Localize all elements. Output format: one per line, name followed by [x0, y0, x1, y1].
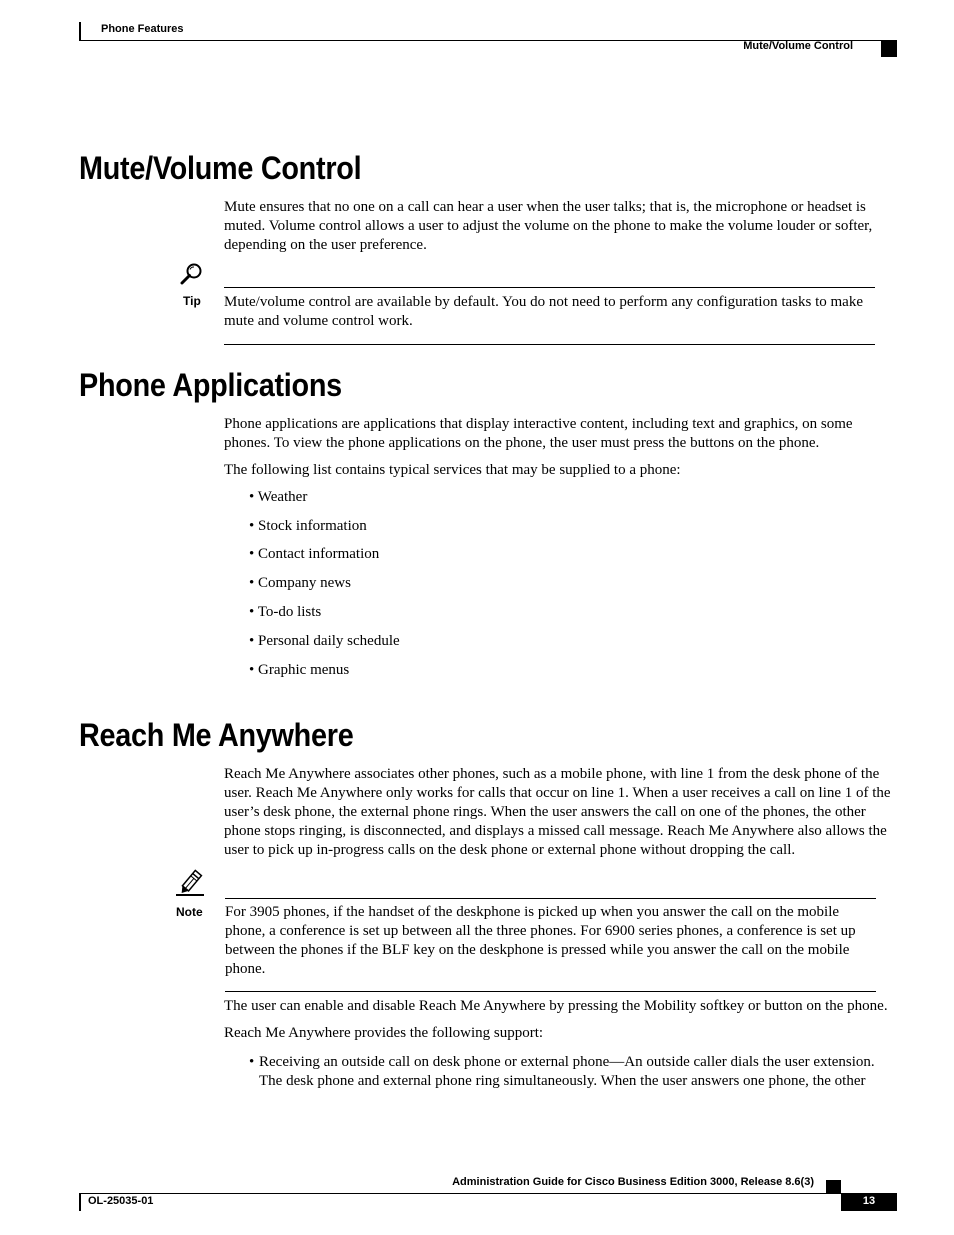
footer-left-rule — [79, 1193, 81, 1211]
list-item: • Receiving an outside call on desk phone or external phone—An outside caller dials the user extension. The desk phone and external phone ring simultaneously. When the user answers one phone, the other — [249, 1054, 875, 1089]
section-heading: Reach Me Anywhere — [79, 717, 354, 753]
paragraph: The user can enable and disable Reach Me Anywhere by pressing the Mobility softkey or button on the phone. — [224, 998, 888, 1014]
paragraph: The following list contains typical services that may be supplied to a phone: — [224, 462, 681, 478]
section-body — [224, 997, 900, 1043]
callout-bottom-rule — [224, 344, 875, 345]
footer-guide-title: Administration Guide for Cisco Business Edition 3000, Release 8.6(3) — [452, 1176, 814, 1188]
list-item: • Graphic menus — [249, 662, 350, 678]
footer-doc-number: OL-25035-01 — [88, 1195, 154, 1207]
page-number: 13 — [841, 1193, 897, 1211]
callout-bottom-rule — [225, 991, 876, 992]
note-text: For 3905 phones, if the handset of the deskphone is picked up when you answer the call on the mobile phone, a conference is set up between all the three phones. For 6900 series phones, a conference is set up between the phones if the BLF key on the deskphone is pressed while you answer the call on the mobile phone. — [225, 904, 856, 977]
header-topic-title: Mute/Volume Control — [743, 40, 853, 52]
note-label: Note — [176, 905, 203, 919]
header-marker — [881, 40, 897, 57]
magnifier-icon — [180, 262, 204, 286]
paragraph: Phone applications are applications that display interactive content, including text and graphics, on some phones. To view the phone applications on the phone, the user must press the buttons on the phone. — [224, 416, 853, 451]
section-body — [224, 765, 900, 860]
list-item: • Stock information — [249, 518, 367, 534]
section-heading: Phone Applications — [79, 367, 342, 403]
callout-top-rule — [224, 287, 875, 288]
list-item: • Personal daily schedule — [249, 633, 400, 649]
list-item: • To-do lists — [249, 604, 322, 620]
tip-text: Mute/volume control are available by default. You do not need to perform any configuration tasks to make mute and volume control work. — [224, 294, 864, 329]
footer-marker — [826, 1180, 841, 1194]
header-section-title: Phone Features — [101, 23, 184, 35]
paragraph: Reach Me Anywhere associates other phones, such as a mobile phone, with line 1 from the desk phone of the user. Reach Me Anywhere only works for calls that occur on line 1. When a user receives a call on line 1 of the user’s desk phone, the external phone rings. When the user answers the call on one of the phones, the other phone stops ringing, is disconnected, and displays a missed call message. Reach Me Anywhere also allows the user to pick up in-progress calls on the desk phone or external phone without dropping the call. — [224, 766, 891, 858]
paragraph: Mute ensures that no one on a call can hear a user when the user talks; that is, the microphone or headset is muted. Volume control allows a user to adjust the volume on the phone to make the volume louder or softer, depending on the user preference. — [224, 199, 873, 253]
paragraph: Reach Me Anywhere provides the following support: — [224, 1025, 544, 1041]
section-body — [224, 198, 900, 255]
callout-top-rule — [225, 898, 876, 899]
section-body — [224, 415, 900, 480]
footer-rule — [79, 1193, 897, 1194]
pencil-icon — [174, 869, 206, 897]
list-item: • Weather — [249, 489, 308, 505]
list-item: • Contact information — [249, 546, 380, 562]
list-item: • Company news — [249, 575, 351, 591]
section-heading: Mute/Volume Control — [79, 150, 362, 186]
header-left-rule — [79, 22, 81, 41]
tip-label: Tip — [183, 294, 201, 308]
